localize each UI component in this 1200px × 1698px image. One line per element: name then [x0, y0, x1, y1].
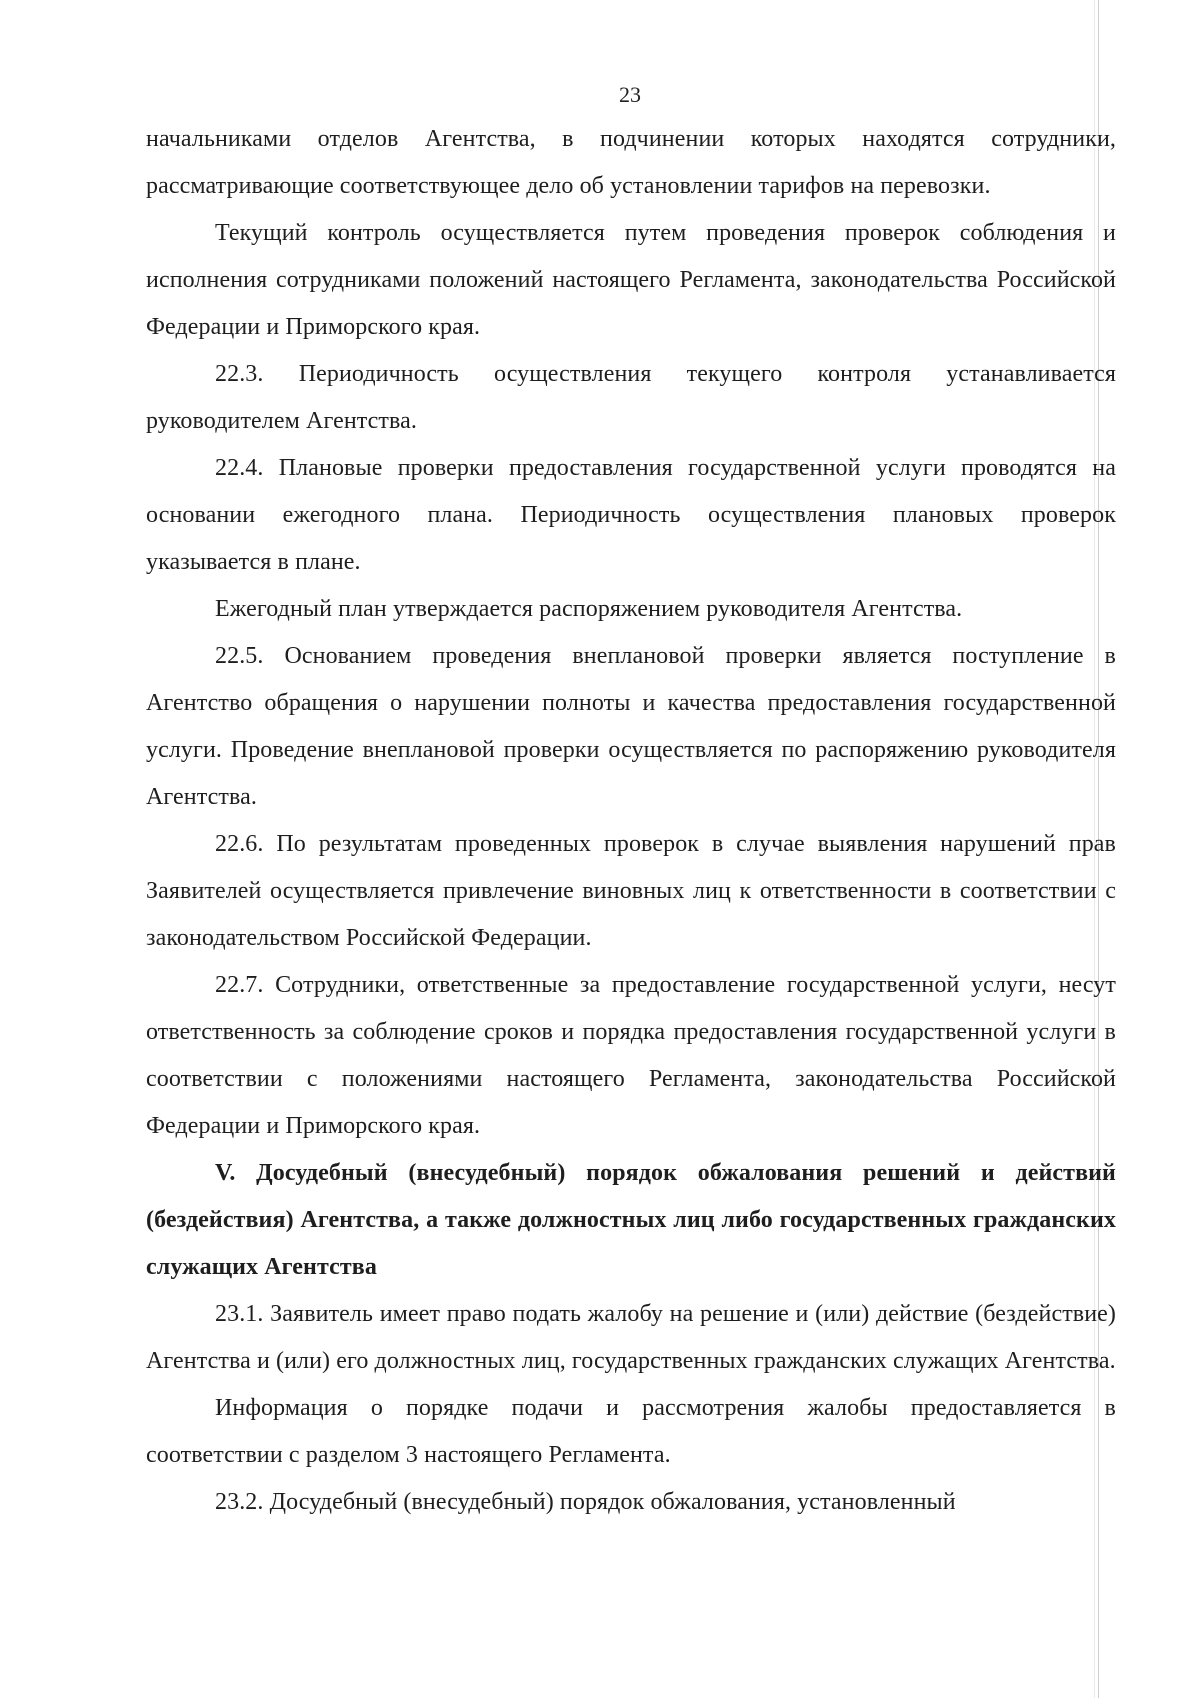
paragraph-current-control: Текущий контроль осуществляется путем проведения проверок соблюдения и исполнения сотрудниками положений настоящего Регламента, законодательства Российской Федерации и Приморского края. [146, 220, 1116, 340]
paragraph-22-3: 22.3. Периодичность осуществления текущего контроля устанавливается руководителем Агентства. [146, 361, 1116, 434]
paragraph-continuation: начальниками отделов Агентства, в подчинении которых находятся сотрудники, рассматривающие соответствующее дело об установлении тарифов на перевозки. [146, 126, 1116, 199]
paragraph-22-6: 22.6. По результатам проведенных проверок в случае выявления нарушений прав Заявителей осуществляется привлечение виновных лиц к ответственности в соответствии с законодательством Российской Федерации. [146, 831, 1116, 951]
paragraph-23-1: 23.1. Заявитель имеет право подать жалобу на решение и (или) действие (бездействие) Агентства и (или) его должностных лиц, государственных гражданских служащих Агентства. [146, 1301, 1116, 1374]
section-heading-v: V. Досудебный (внесудебный) порядок обжалования решений и действий (бездействия) Агентства, а также должностных лиц либо государственных гражданских служащих Агентства [146, 1160, 1116, 1280]
paragraph-23-2: 23.2. Досудебный (внесудебный) порядок обжалования, установленный [215, 1489, 956, 1515]
paragraph-22-7: 22.7. Сотрудники, ответственные за предоставление государственной услуги, несут ответственность за соблюдение сроков и порядка предоставления государственной услуги в соответствии с положениями настоящего Регламента, законодательства Российской Федерации и Приморского края. [146, 972, 1116, 1139]
page-number: 23 [619, 82, 641, 107]
paragraph-22-4: 22.4. Плановые проверки предоставления государственной услуги проводятся на основании ежегодного плана. Периодичность осуществления плановых проверок указывается в плане. [146, 455, 1116, 575]
paragraph-complaint-info: Информация о порядке подачи и рассмотрения жалобы предоставляется в соответствии с разделом 3 настоящего Регламента. [146, 1395, 1116, 1468]
paragraph-22-5: 22.5. Основанием проведения внеплановой проверки является поступление в Агентство обращения о нарушении полноты и качества предоставления государственной услуги. Проведение внеплановой проверки осуществляется по распоряжению руководителя Агентства. [146, 643, 1116, 810]
document-body [146, 116, 1116, 1526]
paragraph-annual-plan: Ежегодный план утверждается распоряжением руководителя Агентства. [215, 596, 963, 622]
